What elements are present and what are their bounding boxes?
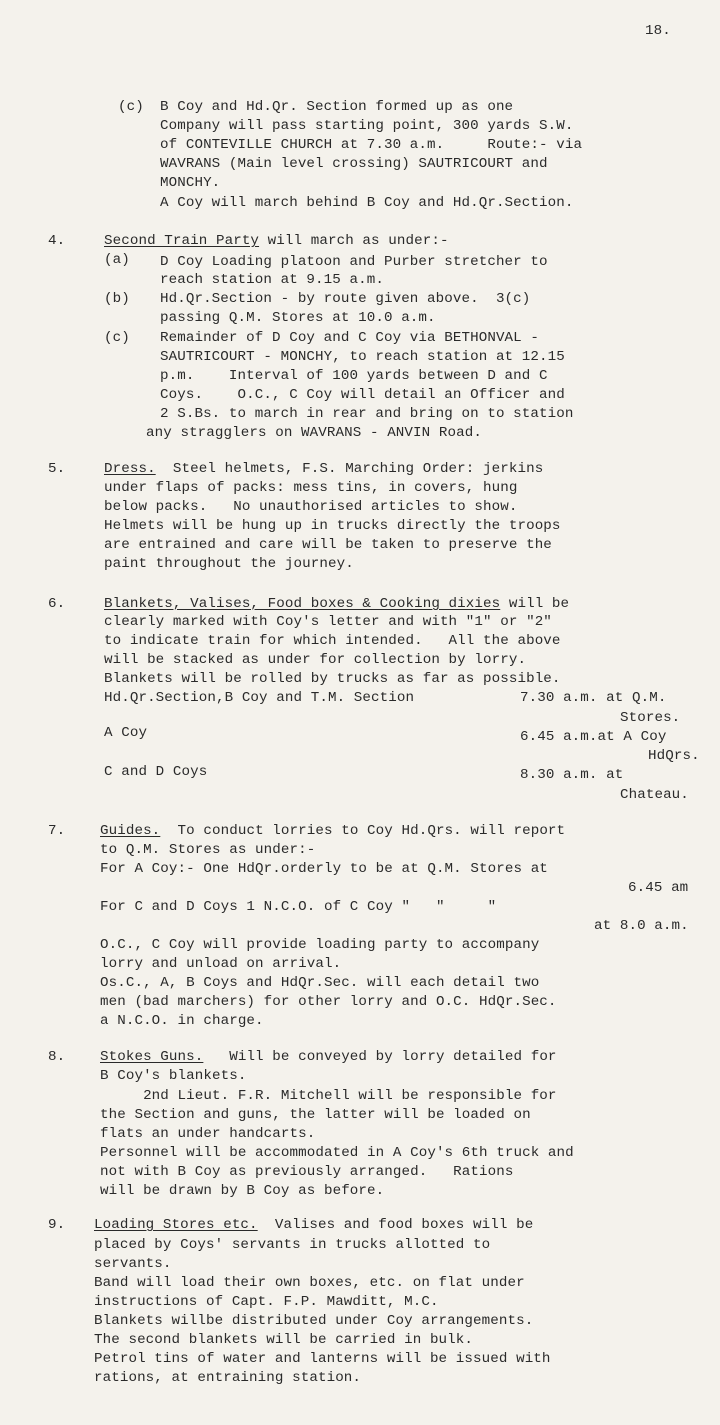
text-line: will be drawn by B Coy as before. [100, 1183, 385, 1199]
text-line: Band will load their own boxes, etc. on flat under [94, 1275, 525, 1291]
text-line: p.m. Interval of 100 yards between D and C [160, 368, 548, 384]
text-line: not with B Coy as previously arranged. Rations [100, 1164, 514, 1180]
text-line: of CONTEVILLE CHURCH at 7.30 a.m. Route:- via [160, 137, 583, 153]
text-line: SAUTRICOURT - MONCHY, to reach station at 12.15 [160, 349, 565, 365]
paragraph-heading: Stokes Guns. [100, 1049, 204, 1065]
paragraph-heading: Blankets, Valises, Food boxes & Cooking dixies [104, 596, 501, 612]
text-run: Steel helmets, F.S. Marching Order: jerkins [155, 461, 544, 477]
paragraph-number: 5. [48, 461, 66, 477]
text-run: Will be conveyed by lorry detailed for [203, 1049, 557, 1065]
paragraph-heading-line [104, 595, 569, 613]
text-run: will be [500, 596, 570, 612]
text-line: instructions of Capt. F.P. Mawditt, M.C. [94, 1294, 439, 1310]
text-line: a N.C.O. in charge. [100, 1013, 264, 1029]
text-line: B Coy and Hd.Qr. Section formed up as one [160, 99, 514, 115]
paragraph-heading-line [94, 1216, 533, 1234]
paragraph-number: 7. [48, 823, 66, 839]
paragraph-number: 4. [48, 233, 66, 249]
paragraph-number: 6. [48, 596, 66, 612]
time-text: at 8.0 a.m. [594, 918, 689, 934]
text-line: lorry and unload on arrival. [100, 956, 342, 972]
text-line: For C and D Coys 1 N.C.O. of C Coy " " " [100, 899, 497, 915]
collection-row-time: 8.30 a.m. at [520, 767, 624, 783]
text-line: to indicate train for which intended. All the above [104, 633, 561, 649]
text-run: To conduct lorries to Coy Hd.Qrs. will report [160, 823, 566, 839]
text-line: O.C., C Coy will provide loading party to accompany [100, 937, 540, 953]
paragraph-number: 8. [48, 1049, 66, 1065]
text-line: The second blankets will be carried in bulk. [94, 1332, 474, 1348]
sub-label-c: (c) [104, 330, 130, 346]
text-run: Valises and food boxes will be [257, 1217, 534, 1233]
collection-row-place: Stores. [620, 710, 681, 726]
sub-label-c: (c) [118, 99, 144, 115]
text-line: WAVRANS (Main level crossing) SAUTRICOURT and [160, 156, 548, 172]
paragraph-number: 9. [48, 1217, 66, 1233]
collection-row-label: C and D Coys [104, 764, 208, 780]
time-text: 6.45 am [628, 880, 689, 896]
collection-row-time: 6.45 a.m.at A Coy [520, 729, 667, 745]
text-run: will march as under:- [259, 233, 449, 249]
text-line: placed by Coys' servants in trucks allotted to [94, 1237, 491, 1253]
sub-label-a: (a) [104, 252, 130, 268]
collection-row-label: Hd.Qr.Section,B Coy and T.M. Section [104, 690, 415, 706]
paragraph-heading-line [104, 460, 543, 478]
text-line: Remainder of D Coy and C Coy via BETHONVAL - [160, 330, 540, 346]
sub-label-b: (b) [104, 291, 130, 307]
text-line: 2 S.Bs. to march in rear and bring on to station [160, 406, 574, 422]
text-line: below packs. No unauthorised articles to show. [104, 499, 518, 515]
collection-row-label: A Coy [104, 725, 148, 741]
paragraph-heading: Dress. [104, 461, 156, 477]
text-line: paint throughout the journey. [104, 556, 354, 572]
text-line: to Q.M. Stores as under:- [100, 842, 316, 858]
text-line: clearly marked with Coy's letter and with "1" or "2" [104, 614, 552, 630]
paragraph-heading: Guides. [100, 823, 161, 839]
text-line: 2nd Lieut. F.R. Mitchell will be responsible for [100, 1088, 557, 1104]
text-line: servants. [94, 1256, 172, 1272]
text-line: Coys. O.C., C Coy will detail an Officer and [160, 387, 565, 403]
paragraph-heading: Loading Stores etc. [94, 1217, 258, 1233]
text-line: Os.C., A, B Coys and HdQr.Sec. will each detail two [100, 975, 540, 991]
text-line: will be stacked as under for collection by lorry. [104, 652, 527, 668]
text-line: MONCHY. [160, 175, 221, 191]
text-line: reach station at 9.15 a.m. [160, 272, 384, 288]
text-line: Petrol tins of water and lanterns will be issued with [94, 1351, 551, 1367]
text-line: Helmets will be hung up in trucks directly the troops [104, 518, 561, 534]
text-line: Company will pass starting point, 300 yards S.W. [160, 118, 574, 134]
text-line: A Coy will march behind B Coy and Hd.Qr.Section. [160, 195, 574, 211]
text-line: Personnel will be accommodated in A Coy's 6th truck and [100, 1145, 574, 1161]
paragraph-heading-line [100, 822, 565, 840]
text-line: men (bad marchers) for other lorry and O.C. HdQr.Sec. [100, 994, 557, 1010]
text-line: the Section and guns, the latter will be loaded on [100, 1107, 531, 1123]
text-line: passing Q.M. Stores at 10.0 a.m. [160, 310, 436, 326]
text-line: Blankets will be rolled by trucks as far as possible. [104, 671, 561, 687]
text-line: any stragglers on WAVRANS - ANVIN Road. [146, 425, 482, 441]
paragraph-heading-line [104, 232, 449, 250]
text-line: For A Coy:- One HdQr.orderly to be at Q.M. Stores at [100, 861, 548, 877]
collection-row-place: Chateau. [620, 787, 689, 803]
text-line: D Coy Loading platoon and Purber stretcher to [160, 254, 548, 270]
text-line: Hd.Qr.Section - by route given above. 3(c) [160, 291, 531, 307]
collection-row-time: 7.30 a.m. at Q.M. [520, 690, 667, 706]
text-line: rations, at entraining station. [94, 1370, 362, 1386]
paragraph-heading: Second Train Party [104, 233, 260, 249]
text-line: are entrained and care will be taken to preserve the [104, 537, 552, 553]
paragraph-heading-line [100, 1048, 557, 1066]
text-line: Blankets willbe distributed under Coy arrangements. [94, 1313, 534, 1329]
text-line: under flaps of packs: mess tins, in covers, hung [104, 480, 518, 496]
collection-row-place: HdQrs. [648, 748, 700, 764]
text-line: flats an under handcarts. [100, 1126, 316, 1142]
page-number: 18. [645, 23, 671, 39]
text-line: B Coy's blankets. [100, 1068, 247, 1084]
